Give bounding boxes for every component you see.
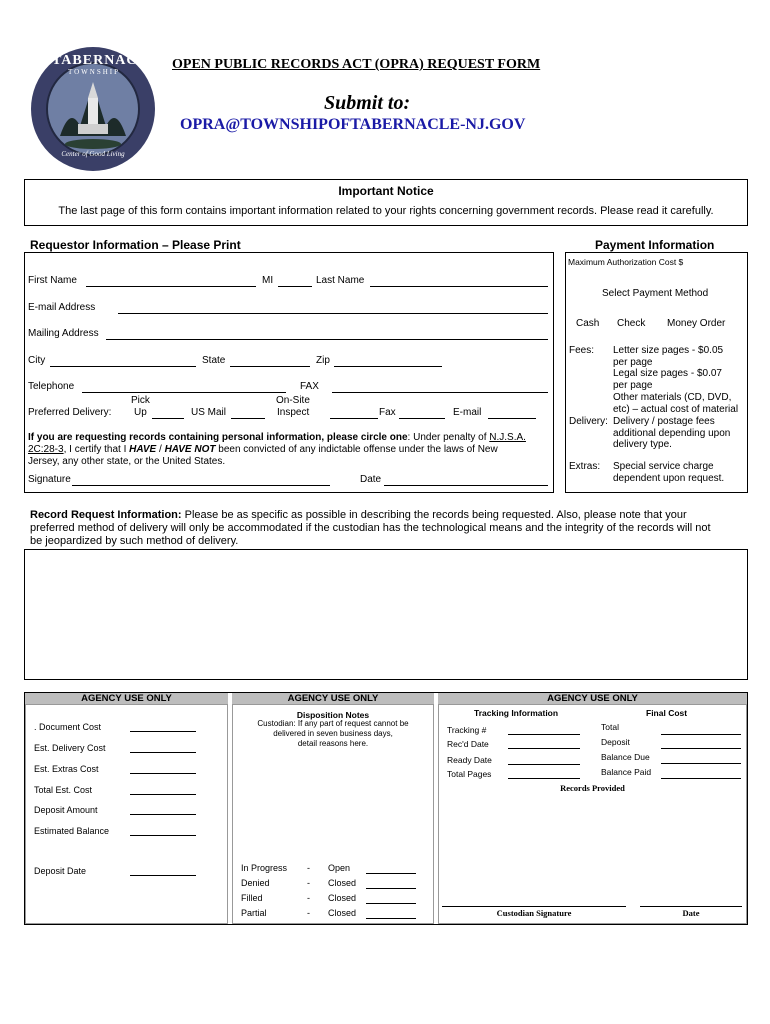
estimated-balance-field[interactable] [130,835,196,836]
status-dash-2: - [307,893,310,903]
delivery-line: delivery type. [613,439,672,451]
final-field-0[interactable] [661,734,741,735]
status-left-3: Partial [241,908,267,918]
fees-details [613,345,738,415]
payment-heading: Payment Information [595,238,715,252]
up-label: Up [134,407,147,418]
delivery-line: Delivery / postage fees [613,416,715,427]
status-field-2[interactable] [366,903,416,904]
final-label-3: Balance Paid [601,767,652,777]
document-cost-field[interactable] [130,731,196,732]
final-label-0: Total [601,722,619,732]
final-field-3[interactable] [661,778,741,779]
status-field-3[interactable] [366,918,416,919]
cash-option[interactable]: Cash [576,318,600,329]
pick-label: Pick [131,395,150,406]
custodian-signature-field[interactable] [442,906,626,907]
custodian-date-label: Date [682,908,700,918]
onsite-inspect-option[interactable] [330,418,378,419]
total-cost-label: Total Est. Cost [34,785,93,795]
status-right-1: Closed [328,878,357,888]
fees-line: per page [613,356,653,368]
deposit-amount-label: Deposit Amount [34,805,98,815]
state-label: State [202,355,226,366]
state-field[interactable] [230,366,310,367]
form-title: OPEN PUBLIC RECORDS ACT (OPRA) REQUEST FORM [172,57,541,72]
us-mail-label: US Mail [191,407,227,418]
status-left-2: Filled [241,893,263,903]
tracking-title: Tracking Information [474,708,559,718]
extras-line: Special service charge [613,461,714,472]
submit-email[interactable]: OPRA@TOWNSHIPOFTABERNACLE-NJ.GOV [180,116,526,133]
status-left-0: In Progress [241,863,288,873]
record-request-line: preferred method of delivery will only be accommodated if the custodian has the technological means and the integrity of the records will not [30,522,711,534]
record-request-heading: Record Request Information: [30,509,182,521]
status-right-0: Open [328,863,351,873]
personal-info-line1 [28,432,548,443]
mi-field[interactable] [278,286,312,287]
preferred-delivery-label: Preferred Delivery: [28,407,112,418]
city-field[interactable] [50,366,196,367]
disposition-title: Disposition Notes [296,710,370,720]
fees-line: Letter size pages - $0.05 [613,345,724,356]
have-not-option[interactable]: HAVE NOT [164,444,216,455]
submit-to-label: Submit to: [324,92,411,114]
tracking-field-0[interactable] [508,734,580,735]
email-delivery-label: E-mail [453,407,482,418]
email-delivery-option[interactable] [488,418,536,419]
delivery-cost-field[interactable] [130,752,196,753]
zip-field[interactable] [334,366,442,367]
offense-text: been convicted of any indictable offense under the laws of New [218,444,498,455]
tracking-field-1[interactable] [508,748,580,749]
email-label: E-mail Address [28,302,96,313]
status-dash-0: - [307,863,310,873]
estimated-balance-label: Estimated Balance [34,826,110,836]
logo-text-bottom: Center of Good Living [61,150,125,158]
personal-info-bold: If you are requesting records containing personal information, please circle one [28,432,408,443]
document-cost-label: . Document Cost [34,722,102,732]
email-field[interactable] [118,313,548,314]
disposition-text [232,719,434,749]
have-option[interactable]: HAVE [129,444,157,455]
tracking-label-3: Total Pages [447,769,492,779]
status-dash-3: - [307,908,310,918]
deposit-date-field[interactable] [130,875,196,876]
check-option[interactable]: Check [617,318,646,329]
fax-delivery-option[interactable] [399,418,445,419]
pickup-option[interactable] [152,418,184,419]
signature-label: Signature [28,474,71,485]
us-mail-option[interactable] [231,418,265,419]
telephone-field[interactable] [82,392,286,393]
agency-header-2: AGENCY USE ONLY [287,693,379,704]
njsa-ref: N.J.S.A. [489,432,526,443]
status-right-3: Closed [328,908,357,918]
telephone-label: Telephone [28,381,75,392]
logo-text-top: TABERNACLE [52,53,159,68]
city-label: City [28,355,46,366]
fees-line: per page [613,380,653,392]
record-request-line: be jeopardized by such method of delivery. [30,535,239,547]
extras-cost-field[interactable] [130,773,196,774]
notice-heading: Important Notice [338,184,434,198]
zip-label: Zip [316,355,330,366]
final-label-2: Balance Due [601,752,650,762]
mailing-address-label: Mailing Address [28,328,99,339]
have-slash: / [159,444,162,455]
fees-line: Other materials (CD, DVD, [613,391,732,403]
tracking-label-1: Rec'd Date [447,739,489,749]
delivery-label: Delivery: [569,416,608,427]
select-payment-label: Select Payment Method [602,288,709,299]
first-name-field[interactable] [86,286,256,287]
last-name-label: Last Name [316,275,365,286]
final-field-2[interactable] [661,763,741,764]
signature-field[interactable] [72,485,330,486]
notice-text: The last page of this form contains important information related to your rights concerning government records. Please read it carefully. [58,205,714,217]
custodian-signature-label: Custodian Signature [496,908,572,918]
agency-header-1: AGENCY USE ONLY [81,693,172,704]
statute-ref: 2C:28-3 [28,444,64,455]
status-left-1: Denied [241,878,270,888]
status-dash-1: - [307,878,310,888]
agency-header-3: AGENCY USE ONLY [547,693,638,704]
records-provided-label: Records Provided [560,783,625,793]
max-auth-label: Maximum Authorization Cost $ [568,257,684,267]
record-request-textarea[interactable] [24,549,748,680]
status-right-2: Closed [328,893,357,903]
status-field-0[interactable] [366,873,416,874]
extras-label: Extras: [569,461,601,472]
personal-info-line2 [28,444,548,455]
delivery-cost-label: Est. Delivery Cost [34,743,106,753]
inspect-label: Inspect [277,407,310,418]
date-label: Date [360,474,382,485]
mi-label: MI [262,275,274,286]
fees-line: Legal size pages - $0.07 [613,368,722,380]
tracking-field-2[interactable] [508,764,580,765]
deposit-date-label: Deposit Date [34,866,87,876]
final-label-1: Deposit [601,737,630,747]
extras-details [613,461,724,484]
fax-label: FAX [300,381,319,392]
final-cost-title: Final Cost [646,708,688,718]
fees-label: Fees: [569,345,595,356]
personal-info-line3: Jersey, any other state, or the United States. [28,456,226,467]
fax-delivery-label: Fax [379,407,396,418]
mailing-address-field[interactable] [106,339,548,340]
logo-text-sub: TOWNSHIP [67,68,121,76]
disposition-line: detail reasons here. [297,739,369,748]
last-name-field[interactable] [370,286,548,287]
tracking-field-3[interactable] [508,778,580,779]
record-request-line: Please be as specific as possible in describing the records being requested. Also, please note that your [181,509,687,521]
money-order-option[interactable]: Money Order [667,318,726,329]
max-auth-field[interactable] [694,266,744,267]
deposit-amount-field[interactable] [130,814,196,815]
final-field-1[interactable] [661,748,741,749]
delivery-details [613,416,730,451]
disposition-line: Custodian: If any part of request cannot be [257,719,409,728]
township-seal-logo [30,46,159,172]
disposition-line: delivered in seven business days, [273,729,393,738]
tracking-label-2: Ready Date [447,755,492,765]
custodian-date-field[interactable] [640,906,742,907]
tracking-label-0: Tracking # [447,725,487,735]
total-cost-field[interactable] [130,794,196,795]
fax-field[interactable] [332,392,548,393]
requestor-heading: Requestor Information – Please Print [30,238,241,252]
status-field-1[interactable] [366,888,416,889]
delivery-line: additional depending upon [613,427,731,439]
certify-text: , I certify that I [63,444,127,455]
extras-line: dependent upon request. [613,472,725,484]
date-field[interactable] [384,485,548,486]
agency-col3 [438,704,747,924]
extras-cost-label: Est. Extras Cost [34,764,99,774]
record-request-text [30,509,750,548]
personal-info-rest: : Under penalty of [407,432,490,443]
first-name-label: First Name [28,275,77,286]
onsite-label: On-Site [276,395,310,406]
fees-line: etc) – actual cost of material [613,403,739,415]
